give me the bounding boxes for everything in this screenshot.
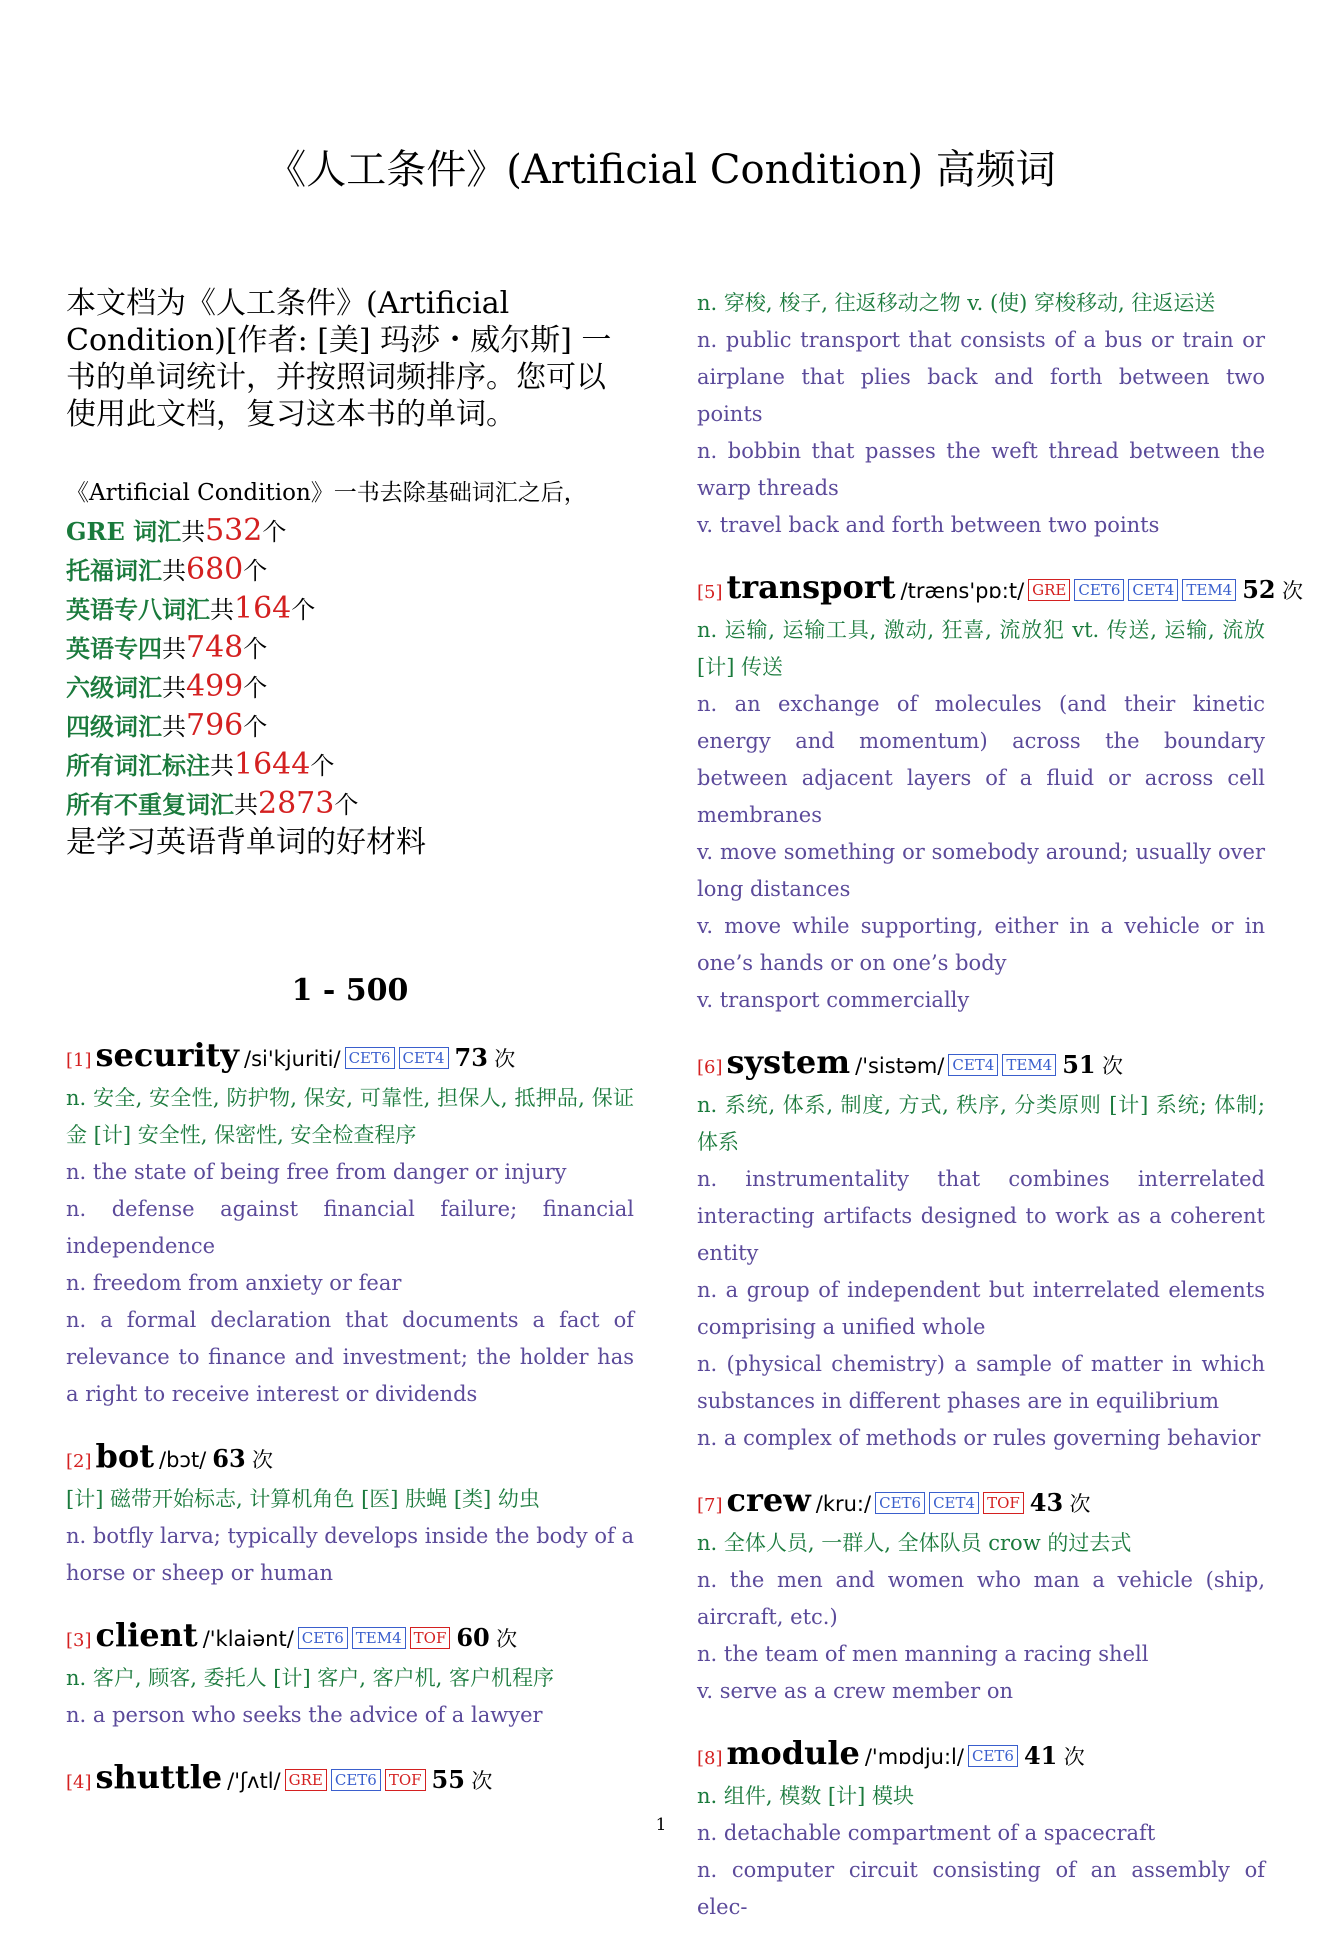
definition-en: n. a group of independent but interrelated elements comprising a unified whole: [697, 1278, 1265, 1339]
exam-tag: CET4: [399, 1047, 449, 1069]
stat-row: [66, 629, 634, 668]
entry-phonetic: /'ʃʌtl/: [227, 1769, 281, 1793]
word-entry: [697, 1043, 1265, 1457]
stat-row: [66, 590, 634, 629]
entry-head: [697, 568, 1303, 612]
word-entry: [66, 1616, 634, 1734]
entry-index: [8]: [697, 1748, 723, 1769]
entry-head: [66, 1616, 634, 1660]
definition-en: n. public transport that consists of a bus or train or airplane that plies back and forth between two points: [697, 328, 1265, 426]
exam-tag: TEM4: [1182, 579, 1236, 601]
definition-cn: n. 组件, 模数 [计] 模块: [697, 1784, 914, 1808]
stat-label: GRE 词汇: [66, 517, 182, 546]
entry-index: [6]: [697, 1057, 723, 1078]
entry-frequency: 63: [212, 1444, 246, 1473]
stat-count: 164: [234, 591, 292, 626]
entry-phonetic: /kru:/: [815, 1492, 872, 1516]
stat-unit: 个: [243, 557, 268, 585]
page-number: 1: [655, 1815, 667, 1835]
frequency-unit: 次: [1101, 1054, 1123, 1078]
stat-unit: 个: [334, 791, 359, 819]
entry-word: module: [726, 1734, 860, 1772]
stat-row: [66, 551, 634, 590]
entry-phonetic: /si'kjuriti/: [244, 1047, 341, 1071]
entry-phonetic: /'mɒdju:l/: [864, 1745, 964, 1769]
definition-en: n. computer circuit consisting of an assembly of elec-: [697, 1858, 1265, 1919]
stat-gong: 共: [162, 713, 186, 741]
stat-count: 499: [186, 669, 244, 704]
entry-head: [697, 1734, 1265, 1778]
stat-label: 四级词汇: [66, 712, 162, 741]
entry-frequency: 52: [1242, 575, 1276, 604]
exam-tag: CET4: [929, 1492, 979, 1514]
exam-tag: TEM4: [352, 1627, 406, 1649]
stat-unit: 个: [243, 674, 268, 702]
exam-tag: TEM4: [1002, 1054, 1056, 1076]
stats-closing: 是学习英语背单词的好材料: [66, 825, 426, 860]
stat-gong: 共: [181, 518, 206, 546]
stat-gong: 共: [234, 791, 258, 819]
exam-tag: TOF: [410, 1627, 451, 1649]
entry-head: [66, 1036, 634, 1080]
stat-unit: 个: [310, 752, 335, 780]
stat-gong: 共: [162, 635, 186, 663]
definition-en: n. an exchange of molecules (and their kinetic energy and momentum) across the boundary between adjacent layers of a fluid or across cell membranes: [697, 692, 1265, 827]
entry-word: security: [95, 1036, 240, 1074]
definition-en: v. transport commercially: [697, 988, 970, 1012]
exam-tag: GRE: [1028, 579, 1070, 601]
definition-en: n. the men and women who man a vehicle (ship, aircraft, etc.): [697, 1568, 1265, 1629]
definition-en: n. (physical chemistry) a sample of matter in which substances in different phases are in equilibrium: [697, 1352, 1265, 1413]
word-entry: [697, 1481, 1265, 1710]
stat-label: 所有词汇标注: [66, 751, 210, 780]
exam-tag: CET6: [875, 1492, 925, 1514]
entry-head: [697, 1043, 1265, 1087]
stat-label: 所有不重复词汇: [66, 790, 234, 819]
frequency-unit: 次: [1281, 579, 1303, 603]
definition-cn: n. 运输, 运输工具, 激动, 狂喜, 流放犯 vt. 传送, 运输, 流放 [计] 传送: [697, 618, 1265, 679]
definition-en: n. bobbin that passes the weft thread between the warp threads: [697, 439, 1265, 500]
definition-en: n. a person who seeks the advice of a lawyer: [66, 1703, 543, 1727]
frequency-unit: 次: [496, 1627, 518, 1651]
stat-row: [66, 668, 634, 707]
exam-tag: CET6: [298, 1627, 348, 1649]
word-range-heading: 1 - 500: [291, 973, 409, 1008]
stat-gong: 共: [162, 674, 186, 702]
exam-tag: CET6: [331, 1769, 381, 1791]
definition-en: n. detachable compartment of a spacecraft: [697, 1821, 1156, 1845]
stat-gong: 共: [162, 557, 186, 585]
entry-word: shuttle: [95, 1758, 223, 1796]
stat-count: 1644: [234, 747, 311, 782]
stat-unit: 个: [243, 635, 268, 663]
frequency-unit: 次: [471, 1769, 493, 1793]
stat-count: 680: [186, 552, 244, 587]
definition-en: v. travel back and forth between two points: [697, 513, 1160, 537]
stat-row: [66, 785, 634, 824]
definition-cn: n. 系统, 体系, 制度, 方式, 秩序, 分类原则 [计] 系统; 体制; 体系: [697, 1093, 1265, 1154]
entry-frequency: 73: [454, 1043, 488, 1072]
definition-cn: [计] 磁带开始标志, 计算机角色 [医] 肤蝇 [类] 幼虫: [66, 1487, 540, 1511]
entry-index: [4]: [66, 1772, 92, 1793]
left-column: [66, 285, 634, 1826]
exam-tag: CET4: [1128, 579, 1178, 601]
definition-cn: n. 全体人员, 一群人, 全体队员 crow 的过去式: [697, 1531, 1132, 1555]
entry-word: bot: [95, 1437, 154, 1475]
stat-count: 2873: [258, 786, 335, 821]
definition-en: n. instrumentality that combines interrelated interacting artifacts designed to work as a coherent entity: [697, 1167, 1265, 1265]
entry-frequency: 55: [431, 1765, 465, 1794]
definition-en: n. freedom from anxiety or fear: [66, 1271, 402, 1295]
definition-en: n. a formal declaration that documents a fact of relevance to finance and investment; the holder has a right to receive interest or dividends: [66, 1308, 634, 1406]
stat-gong: 共: [210, 752, 234, 780]
word-entry: [66, 1437, 634, 1592]
definition-en: v. move while supporting, either in a vehicle or in one’s hands or on one’s body: [697, 914, 1265, 975]
entry-head: [697, 1481, 1265, 1525]
definition-en: n. the state of being free from danger or injury: [66, 1160, 567, 1184]
frequency-unit: 次: [1063, 1745, 1085, 1769]
stat-unit: 个: [243, 713, 268, 741]
stat-row: [66, 746, 634, 785]
entry-frequency: 43: [1029, 1488, 1064, 1517]
frequency-unit: 次: [494, 1047, 516, 1071]
entry-index: [2]: [66, 1451, 92, 1472]
definition-en: v. move something or somebody around; usually over long distances: [697, 840, 1265, 901]
page-title: 《人工条件》(Artificial Condition) 高频词: [266, 147, 1056, 193]
right-column: [697, 285, 1303, 1950]
definition-en: n. defense against financial failure; financial independence: [66, 1197, 634, 1258]
definition-en: v. serve as a crew member on: [697, 1679, 1013, 1703]
entry-word: crew: [726, 1481, 811, 1519]
stat-count: 748: [186, 630, 244, 665]
entry-frequency: 60: [456, 1623, 490, 1652]
definition-en: n. a complex of methods or rules governing behavior: [697, 1426, 1261, 1450]
entry-phonetic: /'sistəm/: [855, 1054, 945, 1078]
stat-label: 英语专八词汇: [66, 595, 210, 624]
word-entry: [66, 1758, 634, 1802]
stat-gong: 共: [210, 596, 234, 624]
stats-lead: 《Artificial Condition》一书去除基础词汇之后，: [66, 480, 587, 506]
vocab-stats: [66, 475, 634, 861]
stat-row: [66, 512, 634, 551]
entry-head: [66, 1437, 634, 1481]
definition-cn: n. 安全, 安全性, 防护物, 保安, 可靠性, 担保人, 抵押品, 保证金 [计] 安全性, 保密性, 安全检查程序: [66, 1086, 634, 1147]
stat-unit: 个: [262, 518, 287, 546]
frequency-unit: 次: [252, 1448, 274, 1472]
stat-count: 796: [186, 708, 244, 743]
entry-phonetic: /træns'pɒ:t/: [900, 579, 1025, 603]
entry-phonetic: /'klaiənt/: [202, 1627, 294, 1651]
entry-index: [3]: [66, 1630, 92, 1651]
frequency-unit: 次: [1069, 1492, 1091, 1516]
definition-en: n. botfly larva; typically develops inside the body of a horse or sheep or human: [66, 1524, 634, 1585]
exam-tag: TOF: [983, 1492, 1024, 1514]
word-entry-continued: [697, 285, 1265, 544]
exam-tag: CET6: [968, 1745, 1018, 1767]
entry-frequency: 41: [1023, 1741, 1058, 1770]
entry-phonetic: /bɔt/: [159, 1448, 207, 1472]
entry-index: [5]: [697, 582, 723, 603]
entry-word: client: [95, 1616, 198, 1654]
entry-index: [1]: [66, 1050, 92, 1071]
entry-index: [7]: [697, 1495, 723, 1516]
exam-tag: TOF: [385, 1769, 426, 1791]
entry-frequency: 51: [1062, 1050, 1096, 1079]
exam-tag: CET6: [1074, 579, 1124, 601]
definition-cn: n. 穿梭, 梭子, 往返移动之物 v. (使) 穿梭移动, 往返运送: [697, 291, 1216, 315]
stat-count: 532: [205, 513, 263, 548]
stat-label: 托福词汇: [66, 556, 162, 585]
exam-tag: GRE: [285, 1769, 327, 1791]
stat-row: [66, 707, 634, 746]
entry-head: [66, 1758, 634, 1802]
definition-cn: n. 客户, 顾客, 委托人 [计] 客户, 客户机, 客户机程序: [66, 1666, 555, 1690]
word-entry: [697, 568, 1303, 1019]
stat-label: 英语专四: [66, 634, 162, 663]
exam-tag: CET4: [948, 1054, 998, 1076]
stat-unit: 个: [291, 596, 316, 624]
exam-tag: CET6: [345, 1047, 395, 1069]
entry-word: system: [726, 1043, 851, 1081]
definition-en: n. the team of men manning a racing shell: [697, 1642, 1149, 1666]
intro-paragraph: 本文档为《人工条件》(Artificial Condition)[作者: [美] 玛莎・威尔斯] 一书的单词统计，并按照词频排序。您可以使用此文档，复习这本书的单词。: [66, 286, 612, 432]
word-entry: [66, 1036, 634, 1413]
stat-label: 六级词汇: [66, 673, 162, 702]
entry-word: transport: [726, 568, 896, 606]
